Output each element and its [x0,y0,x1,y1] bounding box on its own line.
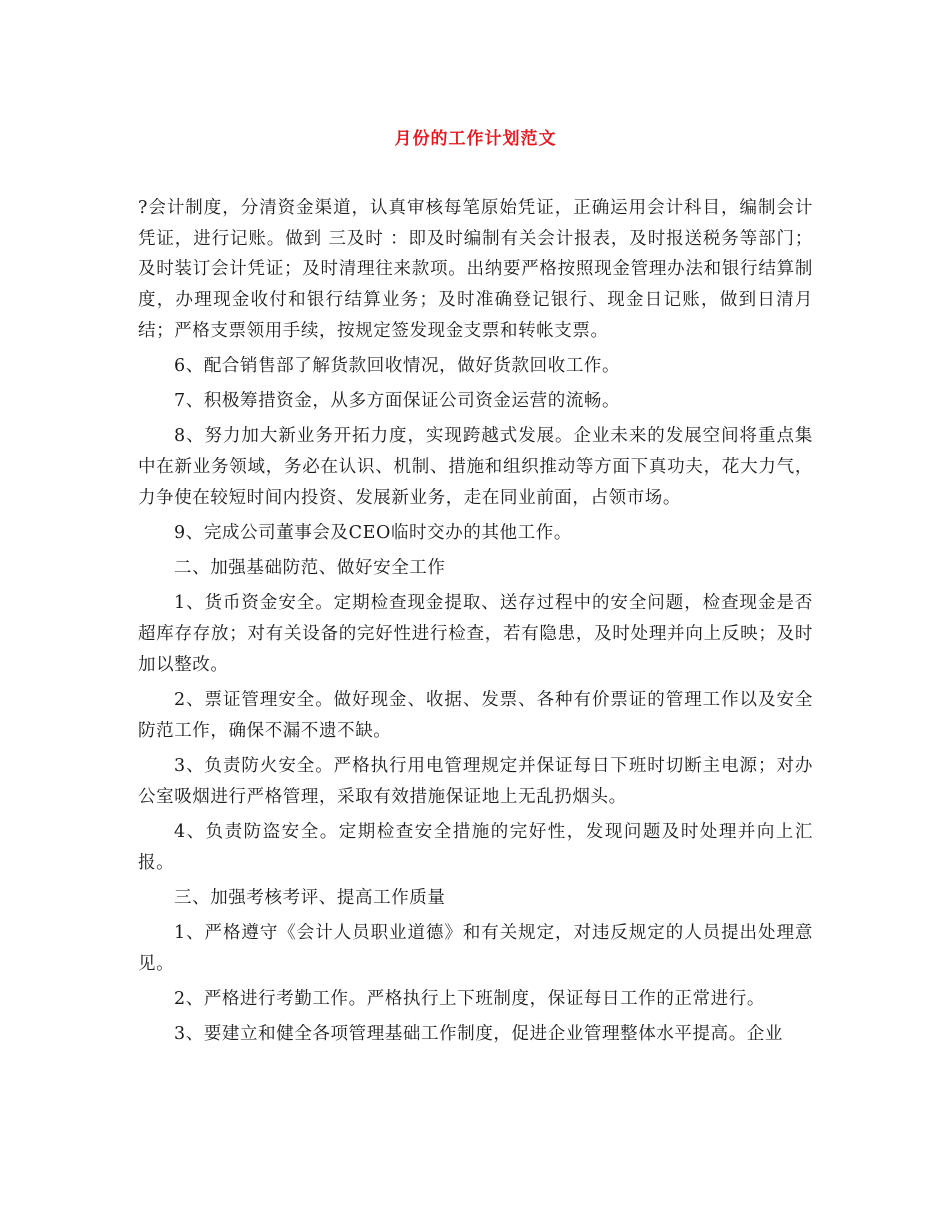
paragraph-13: 2、严格进行考勤工作。严格执行上下班制度，保证每日工作的正常进行。 [174,988,765,1009]
paragraph-5: 9、完成公司董事会及CEO临时交办的其他工作。 [174,523,572,544]
paragraph-10: 4、负责防盗安全。定期检查安全措施的完好性，发现问题及时处理并向上汇报。 [138,821,813,873]
section-heading-2: 二、加强基础防范、做好安全工作 [174,558,446,579]
paragraph-1: ?会计制度，分清资金渠道，认真审核每笔原始凭证，正确运用会计科目，编制会计凭证，进行记账。做到 三及时 ：即及时编制有关会计报表，及时报送税务等部门；及时装订会计凭证；及时清理往来款项。出纳要严格按照现金管理办法和银行结算制度，办理现金收付和银行结算业务；及时准确登记银行、现金日记账，做到日清月结；严格支票领用手续，按规定签发现金支票和转帐支票。 [138,198,813,341]
paragraph-4: 8、努力加大新业务开拓力度，实现跨越式发展。企业未来的发展空间将重点集中在新业务领域，务必在认识、机制、措施和组织推动等方面下真功夫，花大力气，力争使在较短时间内投资、发展新业务，走在同业前面，占领市场。 [138,426,813,508]
section-heading-3: 三、加强考核考评、提高工作质量 [174,887,446,908]
paragraph-9: 3、负责防火安全。严格执行用电管理规定并保证每日下班时切断主电源；对办公室吸烟进行严格管理，采取有效措施保证地上无乱扔烟头。 [138,755,813,807]
paragraph-14: 3、要建立和健全各项管理基础工作制度，促进企业管理整体水平提高。企业 [174,1024,784,1045]
paragraph-7: 1、货币资金安全。定期检查现金提取、送存过程中的安全问题，检查现金是否超库存存放；对有关设备的完好性进行检查，若有隐患，及时处理并向上反映；及时加以整改。 [138,593,813,675]
paragraph-8: 2、票证管理安全。做好现金、收据、发票、各种有价票证的管理工作以及安全防范工作，确保不漏不遗不缺。 [138,690,813,741]
document-title: 月份的工作计划范文 [394,129,557,149]
paragraph-2: 6、配合销售部了解货款回收情况，做好货款回收工作。 [174,356,621,377]
paragraph-12: 1、严格遵守《会计人员职业道德》和有关规定，对违反规定的人员提出处理意见。 [138,922,813,974]
paragraph-3: 7、积极筹措资金，从多方面保证公司资金运营的流畅。 [174,391,621,412]
document-body [138,193,813,1054]
